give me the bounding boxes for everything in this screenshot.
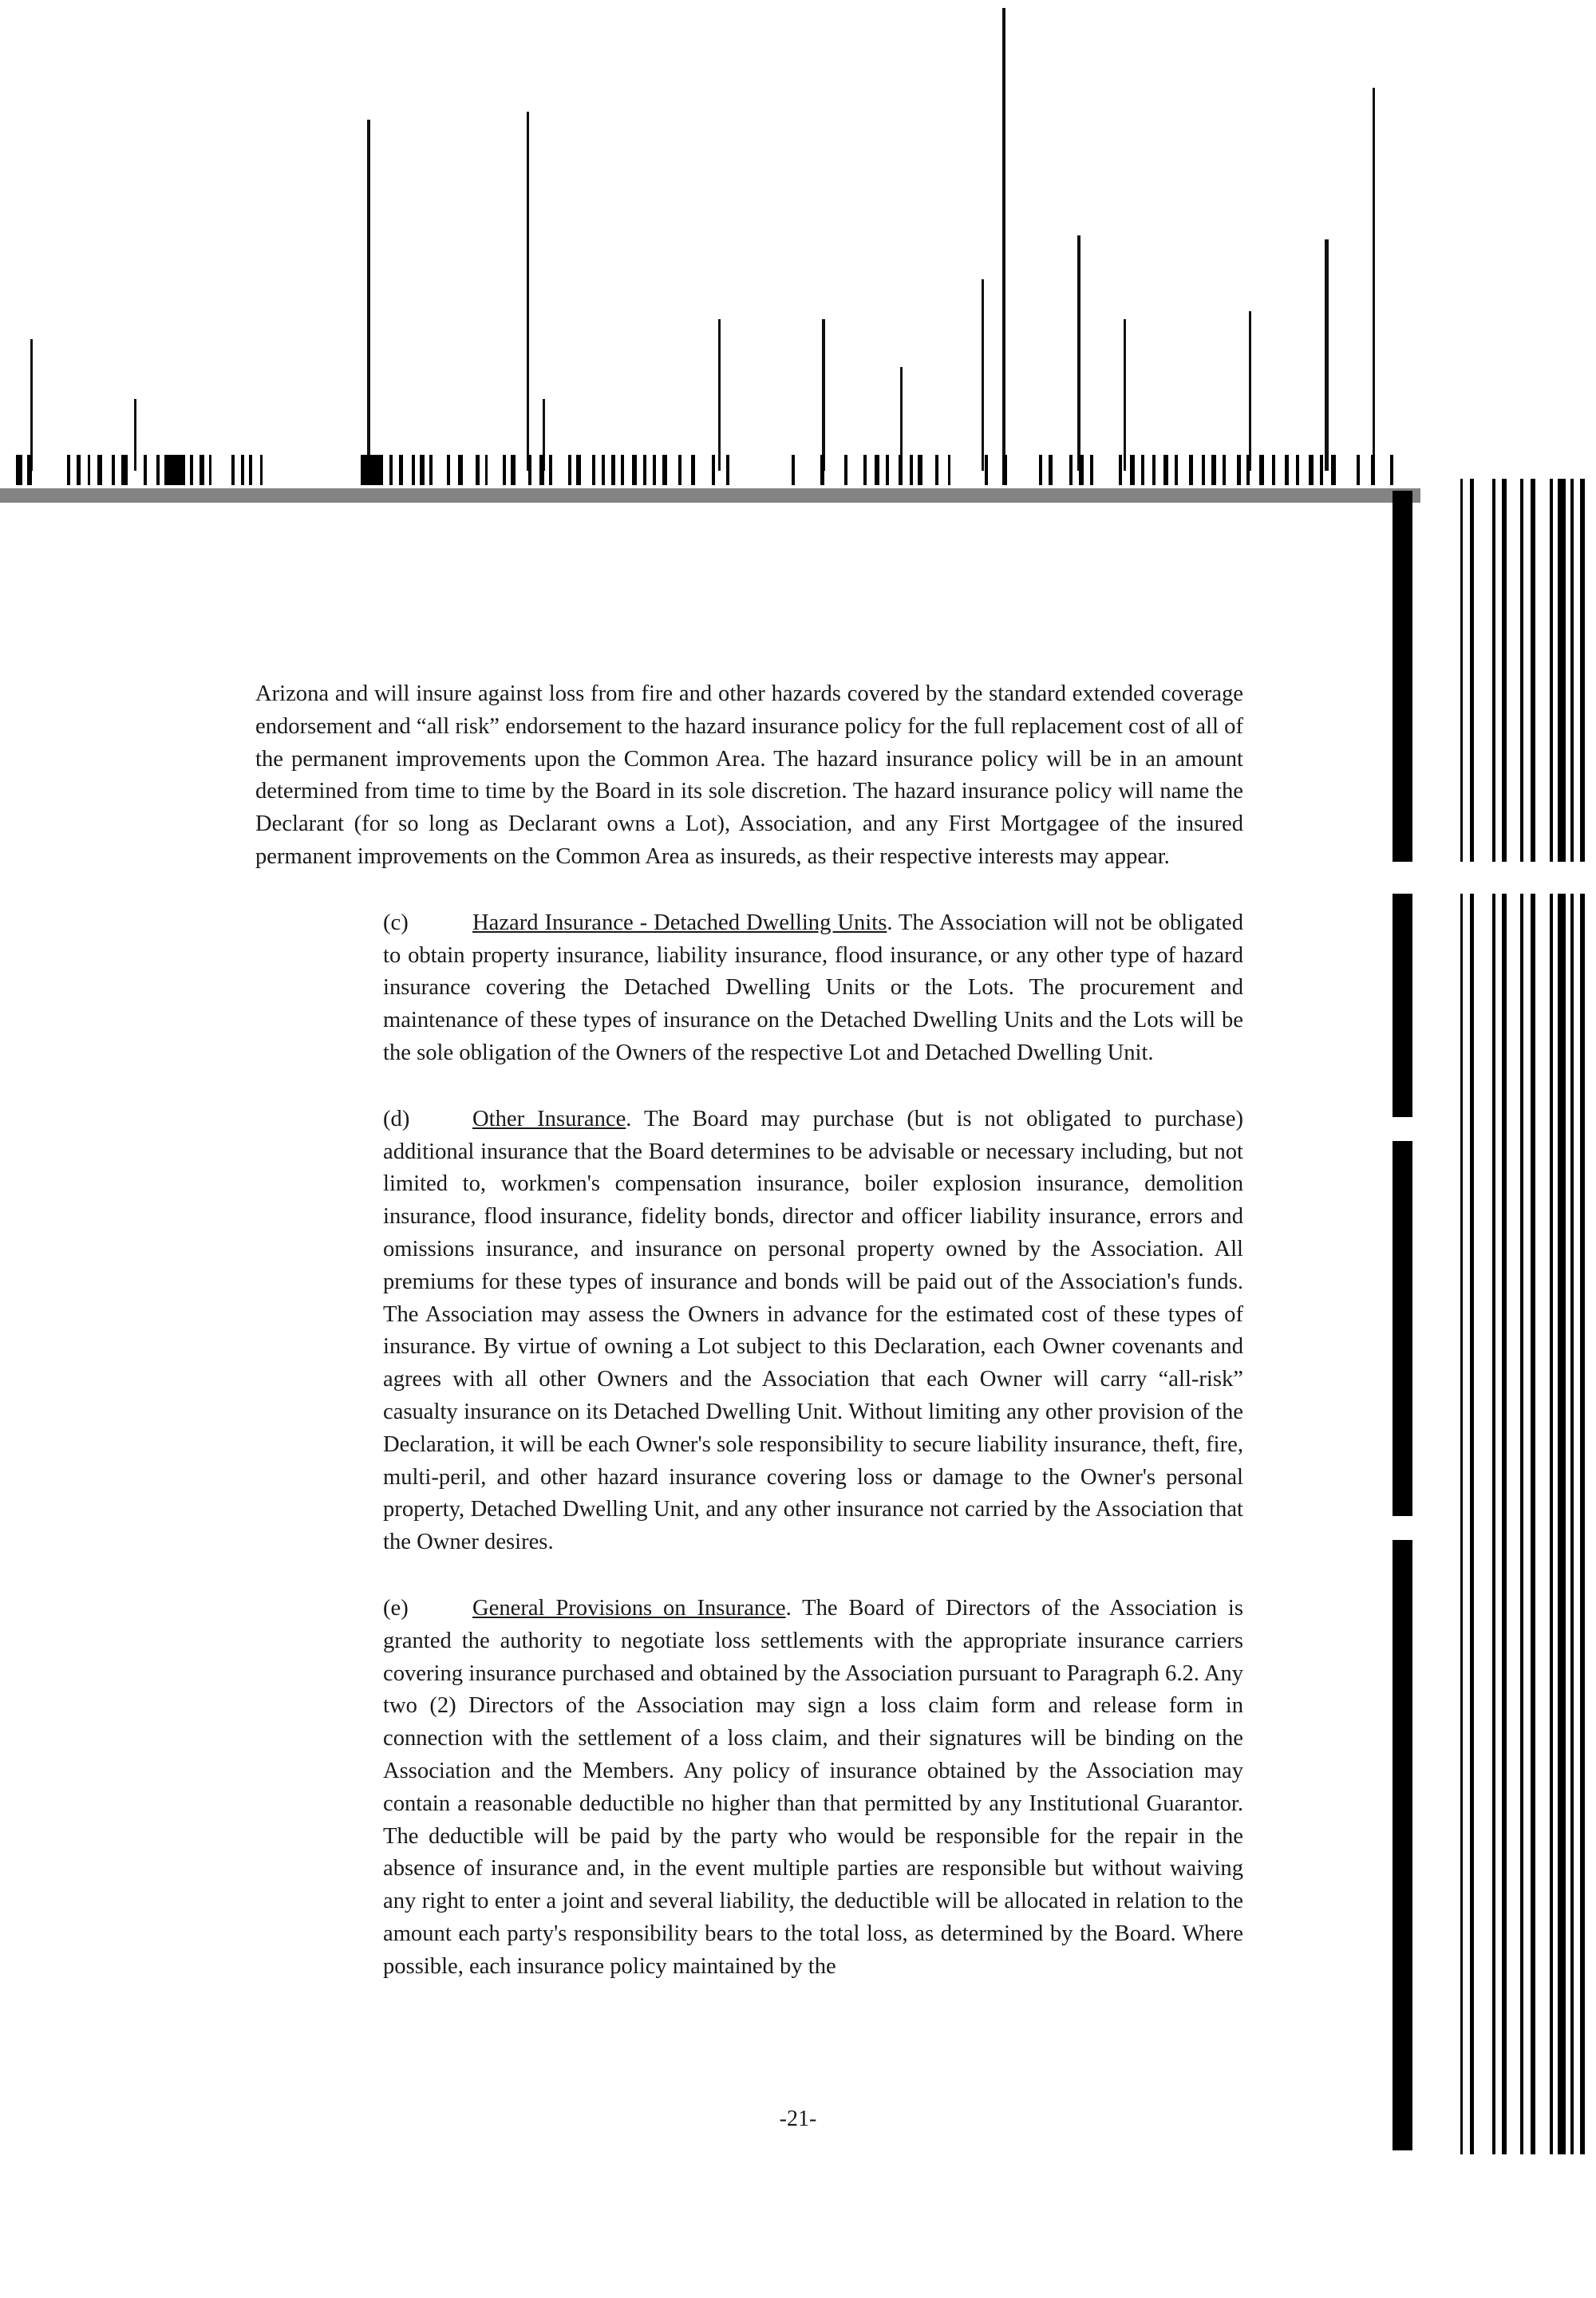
paragraph-continuation: Arizona and will insure against loss from fire and other hazards covered by the standard extended coverage endorsement and “all risk” endorsement to the hazard insurance policy for the full replacement cost of all of the permanent improvements upon the Common Area. The hazard insurance policy will be in an amount determined from time to time by the Board in its sole discretion. The hazard insurance policy will name the Declarant (for so long as Declarant owns a Lot), Association, and any First Mortgagee of the insured permanent improvements on the Common Area as insureds, as their respective interests may appear. [255,681,1243,869]
paragraph-number: (c) [383,910,409,935]
paragraph-text: The Association will not be obligated to obtain property insurance, liability insurance, flood insurance, or any other type of hazard insurance covering the Detached Dwelling Units or the Lots. The procurement and maintenance of these types of insurance on the Detached Dwelling Units and the Lots will be the sole obligation of the Owners of the respective Lot and Detached Dwelling Unit. [383,910,1244,1065]
paragraph-e: (e) General Provisions on Insurance. The Board of Directors of the Association is granted the authority to negotiate loss settlements with the appropriate insurance carriers covering insurance purchased and obtained by the Association pursuant to Paragraph 6.2. Any two (2) Directors of the Association may sign a loss claim form and release form in connection with the settlement of a loss claim, and their signatures will be binding on the Association and the Members. Any policy of insurance obtained by the Association may contain a reasonable deductible no higher than that permitted by any Institutional Guarantor. The deductible will be paid by the party who would be responsible for the repair in the absence of insurance and, in the event multiple parties are responsible but without waiving any right to enter a joint and several liability, the deductible will be allocated in relation to the amount each party's responsibility bears to the total loss, as determined by the Board. Where possible, each insurance policy maintained by the [255,1593,1243,1984]
paragraph-heading: General Provisions on Insurance [472,1595,786,1621]
paragraph-number: (e) [383,1595,409,1621]
paragraph-d: (d) Other Insurance. The Board may purchase (but is not obligated to purchase) additional insurance that the Board determines to be advisable or necessary including, but not limited to, workmen's compensation insurance, boiler explosion insurance, demolition insurance, flood insurance, fidelity bonds, director and officer liability insurance, errors and omissions insurance, and insurance on personal property owned by the Association. All premiums for these types of insurance and bonds will be paid out of the Association's funds. The Association may assess the Owners in advance for the estimated cost of these types of insurance. By virtue of owning a Lot subject to this Declaration, each Owner covenants and agrees with all other Owners and the Association that each Owner will carry “all-risk” casualty insurance on its Detached Dwelling Unit. Without limiting any other provision of the Declaration, it will be each Owner's sole responsibility to secure liability insurance, theft, fire, multi-peril, and other hazard insurance covering loss or damage to the Owner's personal property, Detached Dwelling Unit, and any other insurance not carried by the Association that the Owner desires. [255,1104,1243,1559]
paragraph-number: (d) [383,1106,410,1131]
paragraph-heading: Hazard Insurance - Detached Dwelling Units [472,910,887,935]
paragraph-text: The Board of Directors of the Association is granted the authority to negotiate loss settlements with the appropriate insurance carriers covering insurance purchased and obtained by the Association pursuant to Paragraph 6.2. Any two (2) Directors of the Association may sign a loss claim form and release form in connection with the settlement of a loss claim, and their signatures will be binding on the Association and the Members. Any policy of insurance obtained by the Association may contain a reasonable deductible no higher than that permitted by any Institutional Guarantor. The deductible will be paid by the party who would be responsible for the repair in the absence of insurance and, in the event multiple parties are responsible but without waiving any right to enter a joint and several liability, the deductible will be allocated in relation to the amount each party's responsibility bears to the total loss, as determined by the Board. Where possible, each insurance policy maintained by the [383,1595,1244,1979]
page-number: -21- [779,2106,817,2131]
paragraph-heading: Other Insurance [472,1106,626,1131]
document-body [255,678,1243,2016]
paragraph-text: The Board may purchase (but is not obligated to purchase) additional insurance that the Board determines to be advisable or necessary including, but not limited to, workmen's compensation insurance, boiler explosion insurance, demolition insurance, flood insurance, fidelity bonds, director and officer liability insurance, errors and omissions insurance, and insurance on personal property owned by the Association. All premiums for these types of insurance and bonds will be paid out of the Association's funds. The Association may assess the Owners in advance for the estimated cost of these types of insurance. By virtue of owning a Lot subject to this Declaration, each Owner covenants and agrees with all other Owners and the Association that each Owner will carry “all-risk” casualty insurance on its Detached Dwelling Unit. Without limiting any other provision of the Declaration, it will be each Owner's sole responsibility to secure liability insurance, theft, fire, multi-peril, and other hazard insurance covering loss or damage to the Owner's personal property, Detached Dwelling Unit, and any other insurance not carried by the Association that the Owner desires. [383,1106,1244,1555]
paragraph-c: (c) Hazard Insurance - Detached Dwelling Units. The Association will not be obligated to obtain property insurance, liability insurance, flood insurance, or any other type of hazard insurance covering the Detached Dwelling Units or the Lots. The procurement and maintenance of these types of insurance on the Detached Dwelling Units and the Lots will be the sole obligation of the Owners of the respective Lot and Detached Dwelling Unit. [255,907,1243,1070]
